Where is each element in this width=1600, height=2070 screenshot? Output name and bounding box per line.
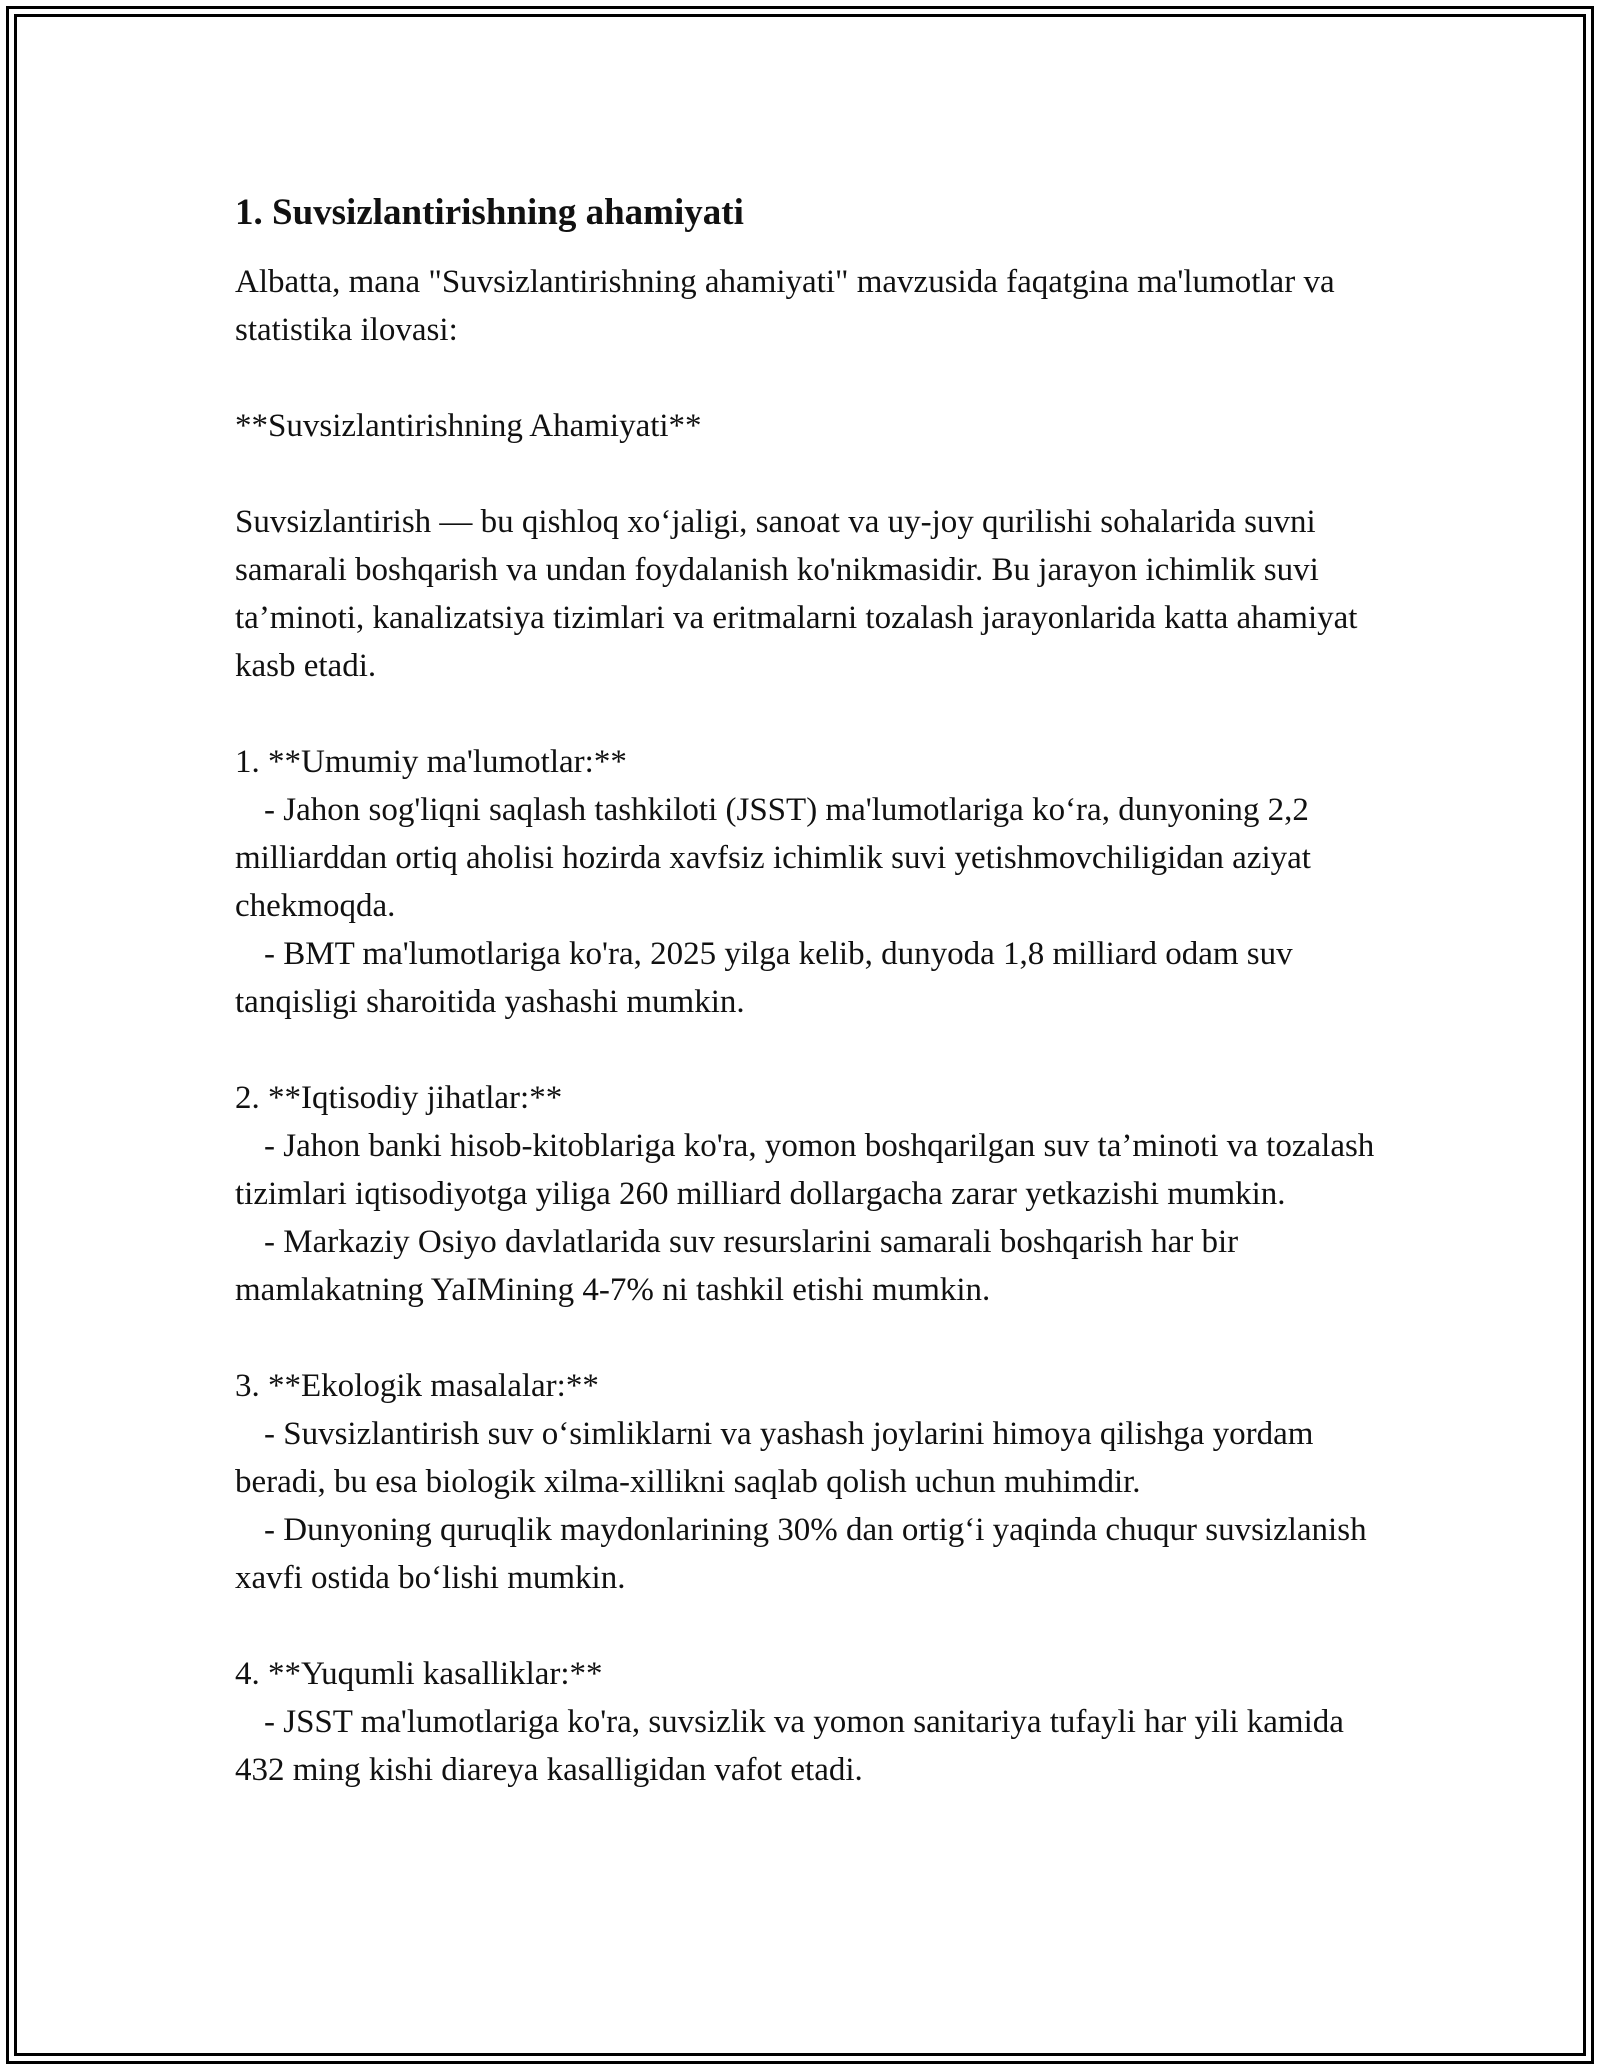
body-paragraph: Suvsizlantirish — bu qishloq xo‘jaligi, sanoat va uy-joy qurilishi sohalarida suvni samarali boshqarish va undan foydalanish ko'nikmasidir. Bu jarayon ichimlik suvi ta’minoti, kanalizatsiya tizimlari va eritmalarni tozalash jarayonlarida katta ahamiyat kasb etadi.: [235, 504, 1358, 684]
section-heading: 4. **Yuqumli kasalliklar:**: [235, 1656, 603, 1692]
list-item: - JSST ma'lumotlariga ko'ra, suvsizlik va yomon sanitariya tufayli har yili kamida 432 ming kishi diareya kasalligidan vafot etadi.: [235, 1704, 1344, 1788]
section-infectious-diseases: [235, 1650, 1385, 1794]
list-item: - Suvsizlantirish suv o‘simliklarni va yashash joylarini himoya qilishga yordam beradi, bu esa biologik xilma-xillikni saqlab qolish uchun muhimdir.: [235, 1416, 1314, 1500]
intro-paragraph: Albatta, mana "Suvsizlantirishning ahamiyati" mavzusida faqatgina ma'lumotlar va statistika ilovasi:: [235, 264, 1335, 348]
list-item: - Markaziy Osiyo davlatlarida suv resurslarini samarali boshqarish har bir mamlakatning YaIMining 4-7% ni tashkil etishi mumkin.: [235, 1224, 1239, 1308]
list-item: - Jahon sog'liqni saqlash tashkiloti (JSST) ma'lumotlariga ko‘ra, dunyoning 2,2 milliarddan ortiq aholisi hozirda xavfsiz ichimlik suvi yetishmovchiligidan aziyat chekmoqda.: [235, 792, 1311, 924]
list-item: - Dunyoning quruqlik maydonlarining 30% dan ortig‘i yaqinda chuqur suvsizlanish xavfi ostida bo‘lishi mumkin.: [235, 1512, 1367, 1596]
list-item: - Jahon banki hisob-kitoblariga ko'ra, yomon boshqarilgan suv ta’minoti va tozalash tizimlari iqtisodiyotga yiliga 260 milliard dollargacha zarar yetkazishi mumkin.: [235, 1128, 1375, 1212]
section-heading: 3. **Ekologik masalalar:**: [235, 1368, 599, 1404]
document-page: [235, 188, 1385, 1794]
document-title: 1. Suvsizlantirishning ahamiyati: [235, 192, 744, 233]
section-heading: 1. **Umumiy ma'lumotlar:**: [235, 744, 627, 780]
section-general-info: [235, 738, 1385, 1026]
section-economic-aspects: [235, 1074, 1385, 1314]
list-item: - BMT ma'lumotlariga ko'ra, 2025 yilga kelib, dunyoda 1,8 milliard odam suv tanqisligi sharoitida yashashi mumkin.: [235, 936, 1293, 1020]
section-ecological-issues: [235, 1362, 1385, 1602]
main-heading: **Suvsizlantirishning Ahamiyati**: [235, 408, 702, 444]
section-heading: 2. **Iqtisodiy jihatlar:**: [235, 1080, 563, 1116]
